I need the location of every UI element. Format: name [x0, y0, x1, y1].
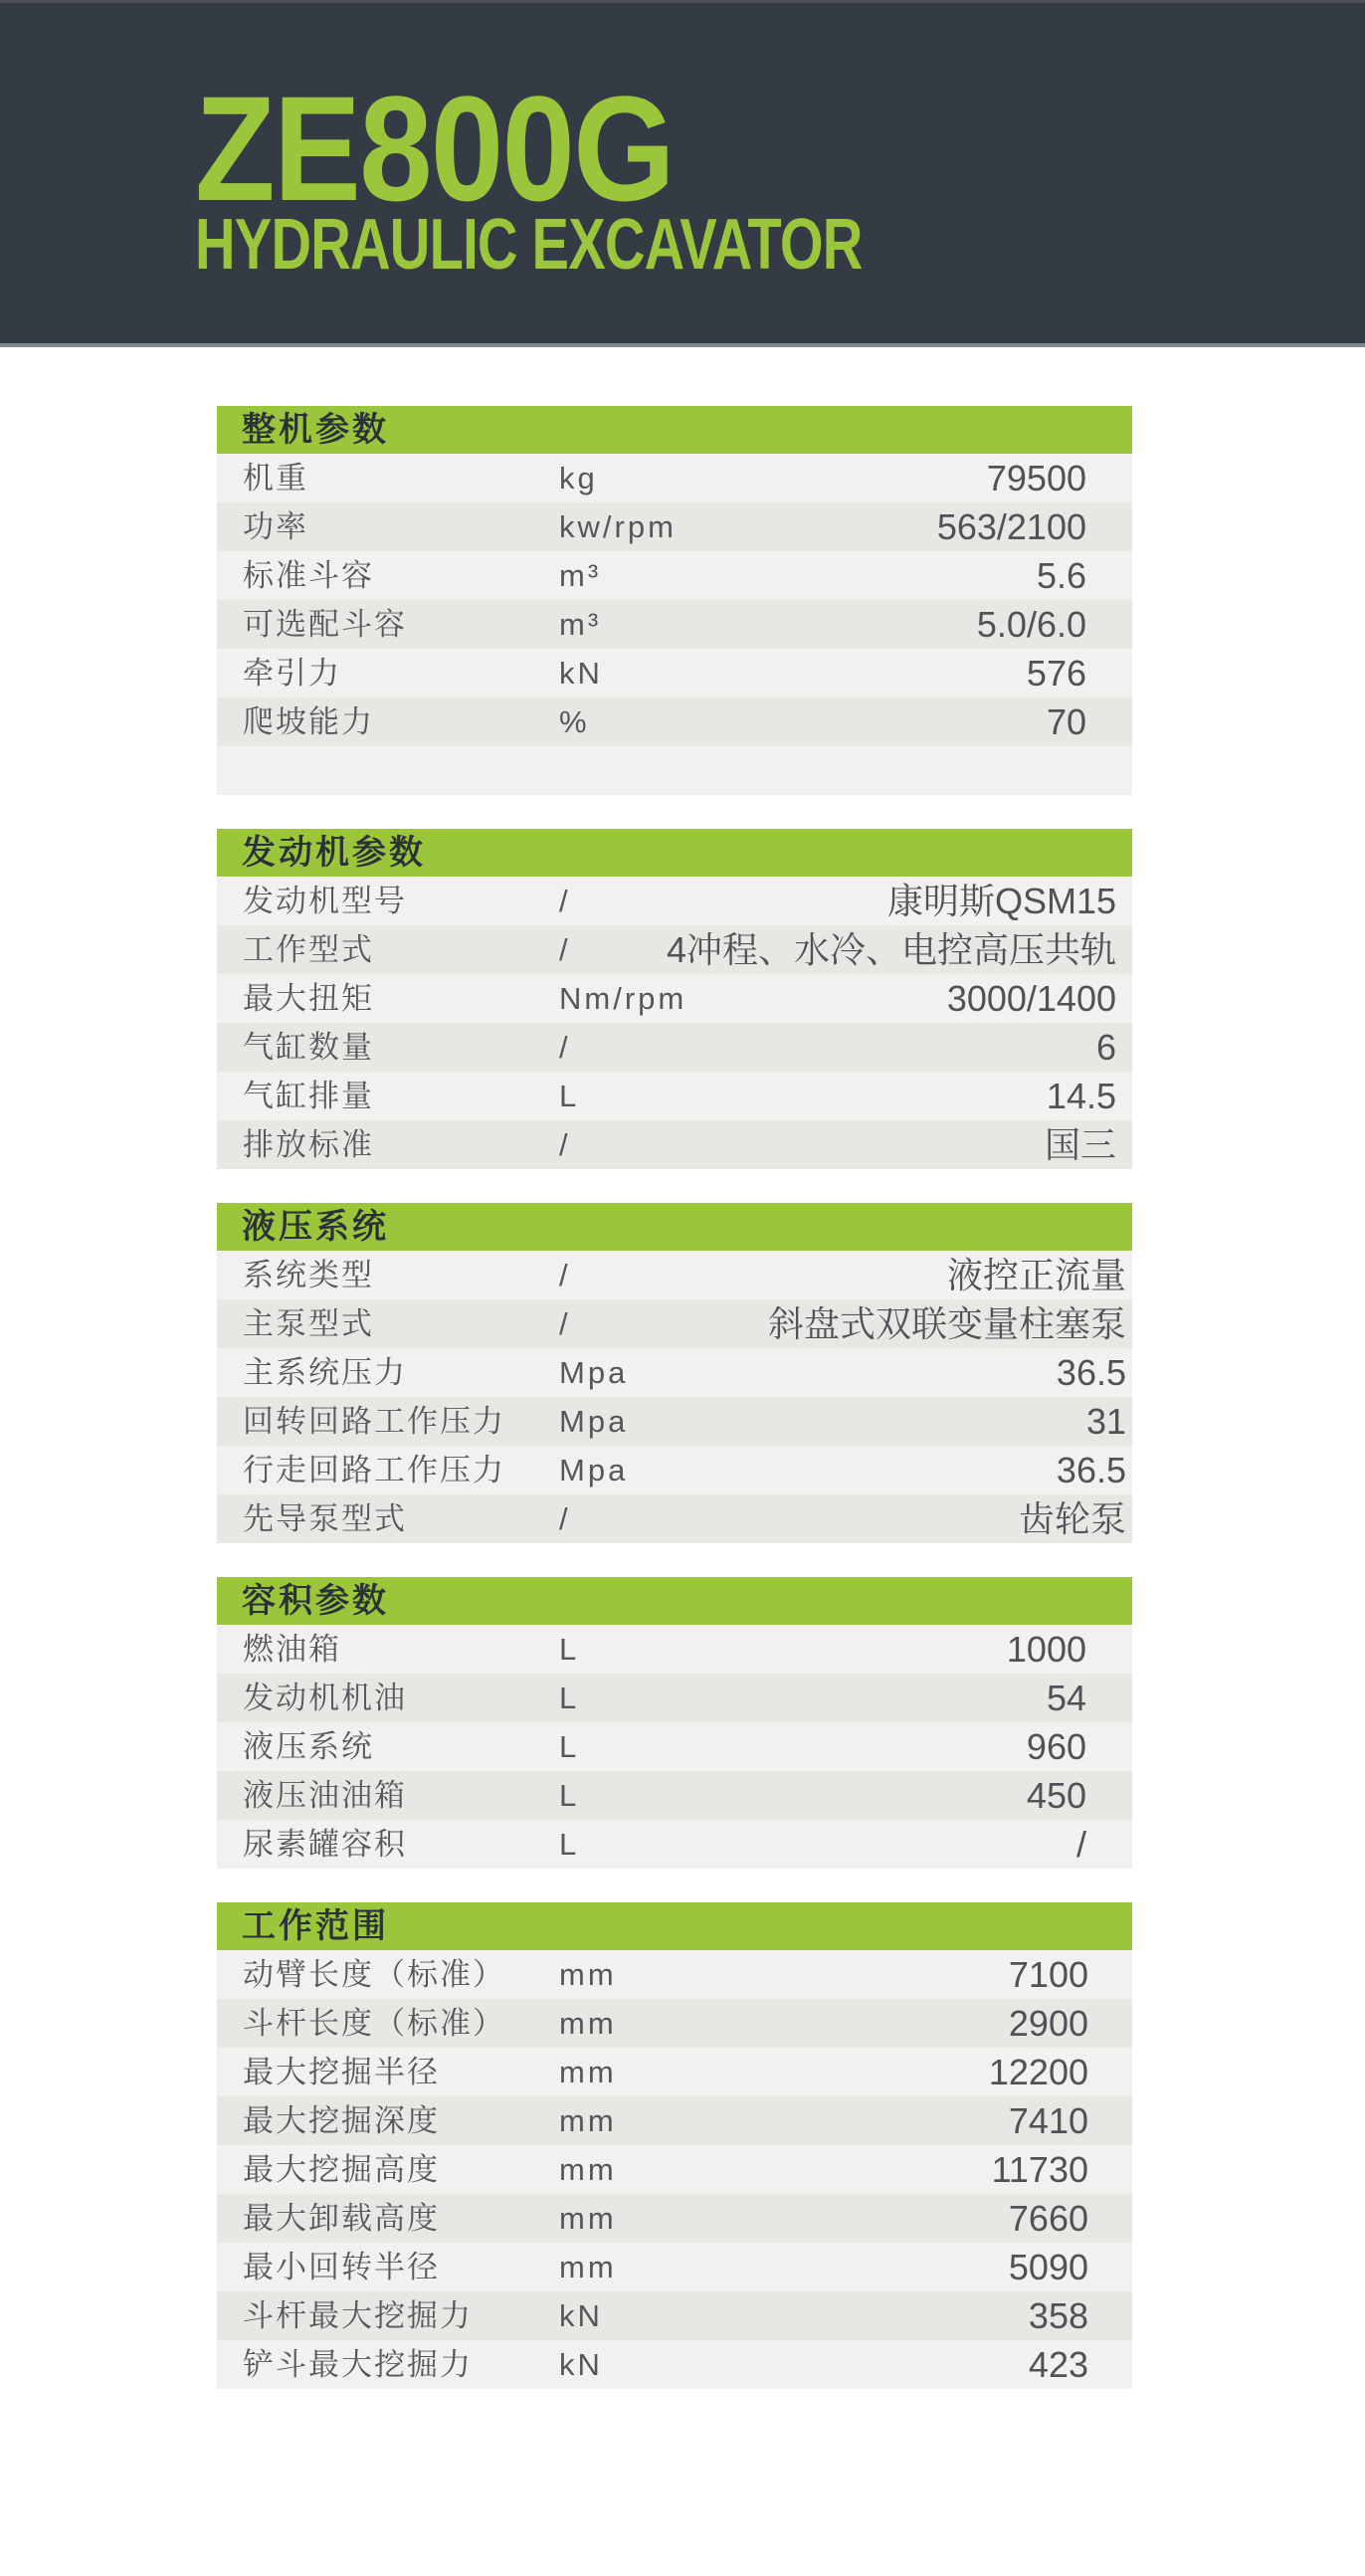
spec-row — [217, 454, 1132, 502]
spec-label: 排放标准 — [243, 1127, 374, 1162]
spec-section — [217, 406, 1132, 795]
section-rows — [217, 1251, 1132, 1543]
section-title: 工作范围 — [242, 1907, 389, 1945]
spec-value: 12200 — [988, 2052, 1088, 2092]
spec-unit: L — [559, 1079, 580, 1113]
spec-label: 斗杆长度（标准） — [243, 2006, 505, 2041]
spec-value: 14.5 — [1046, 1076, 1116, 1116]
spec-row — [217, 877, 1132, 925]
spec-tables — [217, 347, 1132, 2389]
spec-value: 液控正流量 — [946, 1255, 1126, 1295]
spec-row — [217, 1950, 1132, 1999]
spec-value: 70 — [1046, 701, 1086, 742]
spec-row — [217, 1722, 1132, 1771]
spec-label: 可选配斗容 — [243, 607, 407, 642]
spec-value: 79500 — [986, 458, 1086, 498]
spec-value: 4冲程、水冷、电控高压共轨 — [666, 929, 1116, 970]
spec-row — [217, 1820, 1132, 1869]
model-title: ZE800G — [195, 65, 675, 232]
section-title: 液压系统 — [242, 1208, 389, 1246]
spec-label: 尿素罐容积 — [243, 1827, 407, 1862]
spec-row — [217, 697, 1132, 746]
spec-value: 11730 — [991, 2149, 1088, 2190]
spec-unit: / — [559, 1127, 571, 1162]
spec-label: 气缸排量 — [243, 1079, 374, 1113]
spec-label: 机重 — [243, 461, 308, 495]
spec-unit: kN — [559, 2347, 603, 2382]
section-header-bar — [217, 1203, 1132, 1251]
spec-unit: / — [559, 1030, 571, 1065]
spec-value: 5.0/6.0 — [976, 604, 1086, 645]
spec-label: 最大挖掘高度 — [243, 2152, 440, 2187]
model-subtitle: HYDRAULIC EXCAVATOR — [195, 205, 863, 285]
section-title: 容积参数 — [242, 1582, 389, 1620]
spec-unit: mm — [559, 2055, 617, 2089]
spec-value: 5090 — [1008, 2247, 1088, 2287]
section-header-bar — [217, 829, 1132, 877]
spec-section — [217, 1577, 1132, 1869]
spec-row — [217, 2048, 1132, 2096]
spec-unit: mm — [559, 2103, 617, 2138]
spec-unit: m³ — [559, 558, 602, 593]
spec-value: 齿轮泵 — [1018, 1498, 1126, 1539]
section-rows — [217, 1950, 1132, 2389]
spec-unit: Mpa — [559, 1355, 629, 1390]
spec-unit: m³ — [559, 607, 602, 642]
spec-row — [217, 1397, 1132, 1446]
section-header-bar — [217, 1902, 1132, 1950]
spec-label: 液压油油箱 — [243, 1778, 407, 1813]
spec-row — [217, 600, 1132, 649]
spec-label: 标准斗容 — [243, 558, 374, 593]
spec-unit: mm — [559, 2152, 617, 2187]
spec-value: / — [1075, 1824, 1086, 1865]
spec-value: 国三 — [1044, 1124, 1116, 1165]
spec-row — [217, 1072, 1132, 1120]
spec-label: 主泵型式 — [243, 1306, 374, 1341]
spec-label: 发动机型号 — [243, 884, 407, 918]
section-rows — [217, 877, 1132, 1169]
spec-label: 动臂长度（标准） — [243, 1957, 505, 1992]
spec-label: 最大卸载高度 — [243, 2201, 440, 2236]
spec-label: 铲斗最大挖掘力 — [243, 2347, 473, 2382]
spec-row — [217, 1299, 1132, 1348]
spec-unit: L — [559, 1681, 580, 1715]
spec-unit: L — [559, 1827, 580, 1862]
spec-unit: kN — [559, 656, 603, 691]
spec-unit: / — [559, 1258, 571, 1292]
spec-unit: L — [559, 1632, 580, 1667]
spec-value: 3000/1400 — [946, 978, 1116, 1019]
spec-section — [217, 1203, 1132, 1543]
spec-unit: Mpa — [559, 1404, 629, 1439]
spec-unit: kN — [559, 2298, 603, 2333]
spec-row — [217, 1999, 1132, 2048]
spec-row — [217, 2096, 1132, 2145]
spec-value: 6 — [1095, 1027, 1116, 1068]
section-rows — [217, 1625, 1132, 1869]
spec-row — [217, 1625, 1132, 1674]
hero-top-strip — [0, 0, 1365, 3]
spec-unit: % — [559, 704, 590, 739]
spec-row — [217, 1120, 1132, 1169]
spec-label: 系统类型 — [243, 1258, 374, 1292]
spec-label: 主系统压力 — [243, 1355, 407, 1390]
spec-label: 回转回路工作压力 — [243, 1404, 505, 1439]
spec-row — [217, 1674, 1132, 1722]
spec-row — [217, 925, 1132, 974]
spec-row — [217, 649, 1132, 697]
spec-label: 液压系统 — [243, 1729, 374, 1764]
spec-value: 7100 — [1008, 1954, 1088, 1995]
spec-unit: / — [559, 1306, 571, 1341]
spec-row — [217, 2291, 1132, 2340]
spec-row — [217, 1771, 1132, 1820]
spec-label: 先导泵型式 — [243, 1501, 407, 1536]
spec-value: 576 — [1026, 653, 1086, 694]
spec-value: 960 — [1026, 1726, 1086, 1767]
spec-row — [217, 2243, 1132, 2291]
spec-unit: Mpa — [559, 1453, 629, 1487]
spec-label: 牵引力 — [243, 656, 341, 691]
spec-value: 36.5 — [1056, 1450, 1126, 1490]
spec-label: 最大挖掘深度 — [243, 2103, 440, 2138]
spec-row — [217, 502, 1132, 551]
spec-value: 2900 — [1008, 2003, 1088, 2044]
spec-value: 36.5 — [1056, 1352, 1126, 1393]
spec-value: 7410 — [1008, 2100, 1088, 2141]
spec-unit: / — [559, 932, 571, 967]
section-header-bar — [217, 406, 1132, 454]
spec-unit: mm — [559, 2250, 617, 2284]
spec-value: 康明斯QSM15 — [886, 881, 1116, 921]
spec-row — [217, 974, 1132, 1023]
spec-unit: / — [559, 884, 571, 918]
spec-label: 燃油箱 — [243, 1632, 341, 1667]
section-title: 发动机参数 — [242, 834, 426, 872]
spec-unit: mm — [559, 2201, 617, 2236]
spec-row — [217, 1348, 1132, 1397]
spec-unit: / — [559, 1501, 571, 1536]
spec-label: 工作型式 — [243, 932, 374, 967]
spec-row — [217, 551, 1132, 600]
spec-unit: Nm/rpm — [559, 981, 687, 1016]
spec-value: 450 — [1026, 1775, 1086, 1816]
spec-row — [217, 1023, 1132, 1072]
spec-value: 1000 — [1006, 1629, 1086, 1670]
spec-row — [217, 2145, 1132, 2194]
spec-row — [217, 1251, 1132, 1299]
spec-label: 最小回转半径 — [243, 2250, 440, 2284]
section-header-bar — [217, 1577, 1132, 1625]
spec-label: 爬坡能力 — [243, 704, 374, 739]
spec-value: 5.6 — [1036, 555, 1086, 596]
spec-value: 7660 — [1008, 2198, 1088, 2239]
spec-value: 563/2100 — [936, 506, 1086, 547]
spec-value: 斜盘式双联变量柱塞泵 — [767, 1303, 1126, 1344]
section-rows — [217, 454, 1132, 795]
spec-unit: mm — [559, 2006, 617, 2041]
spec-unit: L — [559, 1778, 580, 1813]
spec-label: 最大扭矩 — [243, 981, 374, 1016]
spec-row-blank — [217, 746, 1132, 795]
spec-section — [217, 829, 1132, 1169]
spec-row — [217, 2194, 1132, 2243]
spec-unit: kw/rpm — [559, 509, 677, 544]
spec-label: 斗杆最大挖掘力 — [243, 2298, 473, 2333]
spec-section — [217, 1902, 1132, 2389]
spec-label: 功率 — [243, 509, 308, 544]
hero-banner — [0, 0, 1365, 347]
section-title: 整机参数 — [242, 411, 389, 449]
spec-unit: mm — [559, 1957, 617, 1992]
spec-row — [217, 1494, 1132, 1543]
hero-title-block — [195, 65, 1051, 285]
spec-label: 气缸数量 — [243, 1030, 374, 1065]
spec-unit: kg — [559, 461, 598, 495]
spec-value: 358 — [1028, 2295, 1088, 2336]
spec-unit: L — [559, 1729, 580, 1764]
spec-row — [217, 1446, 1132, 1494]
spec-label: 最大挖掘半径 — [243, 2055, 440, 2089]
spec-row — [217, 2340, 1132, 2389]
spec-label: 发动机机油 — [243, 1681, 407, 1715]
spec-value: 54 — [1046, 1678, 1086, 1718]
spec-value: 423 — [1028, 2344, 1088, 2385]
spec-value: 31 — [1085, 1401, 1126, 1442]
spec-label: 行走回路工作压力 — [243, 1453, 505, 1487]
